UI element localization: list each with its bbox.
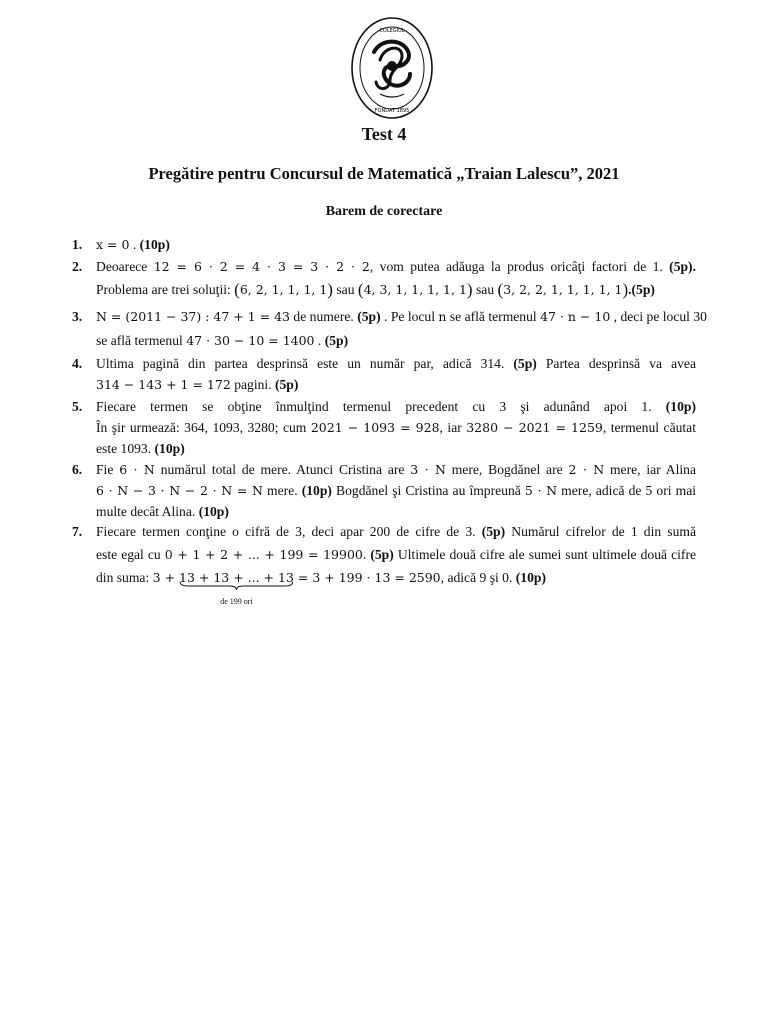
svg-text:FONDAT 1895: FONDAT 1895 bbox=[374, 108, 410, 114]
text: sau bbox=[472, 282, 498, 297]
item-number: 4. bbox=[72, 356, 83, 371]
item-number: 5. bbox=[72, 399, 83, 414]
math-expression: 0 + 1 + 2 + ... + 199 = 19900 bbox=[164, 547, 363, 562]
math-variable: n bbox=[438, 309, 447, 324]
text: . Pe locul bbox=[380, 309, 439, 324]
answer-item-2: 2. Deoarece 12 = 6 · 2 = 4 · 3 = 3 · 2 · 2, vom putea adăuga la produs oricâţi factori de 1. (5p). Problema are trei soluţii: (6, 2, 1, 1, 1, 1) sau (4, 3, 1, 1, 1, 1, 1) sau (3, 2, 2, 1, 1, 1, 1, 1).(5p) bbox=[72, 256, 696, 300]
points-badge: (10p) bbox=[154, 441, 185, 456]
text: Fiecare termen conţine o cifră de 3, deci apar 200 de cifre de 3. bbox=[96, 524, 482, 539]
math-expression: 47 · 30 − 10 = 1400 bbox=[186, 333, 315, 348]
text: este egal cu bbox=[96, 547, 165, 562]
math-expression: 13 + 13 + ... + 13 bbox=[179, 570, 294, 585]
solution-tuple: 6, 2, 1, 1, 1, 1 bbox=[239, 282, 328, 297]
math-expression: 2021 − 1093 = 928 bbox=[310, 420, 440, 435]
text: sau bbox=[332, 282, 358, 297]
text: se află termenul bbox=[446, 309, 541, 324]
text: Ultimele două cifre ale sumei sunt ultimele două cifre bbox=[393, 547, 696, 562]
text: se află termenul bbox=[96, 333, 187, 348]
text: din suma: bbox=[96, 570, 153, 585]
points-badge: (10p) bbox=[515, 570, 546, 585]
section-title: Barem de corectare bbox=[325, 204, 443, 219]
text: , termenul căutat bbox=[602, 420, 696, 435]
math-expression: 3280 − 2021 = 1259 bbox=[466, 420, 603, 435]
item-number: 7. bbox=[72, 524, 83, 539]
answer-item-7 bbox=[72, 521, 696, 606]
points-badge: (10p) bbox=[301, 483, 332, 498]
points-badge: (10p) bbox=[665, 399, 696, 414]
text: mere. bbox=[262, 483, 302, 498]
text: pagini. bbox=[230, 377, 275, 392]
underbrace-icon bbox=[179, 581, 294, 591]
solution-tuple: 3, 2, 2, 1, 1, 1, 1, 1 bbox=[503, 282, 623, 297]
text: Bogdănel şi Cristina au împreună bbox=[331, 483, 525, 498]
math-expression: 47 · n − 10 bbox=[540, 309, 611, 324]
text: este 1093. bbox=[96, 441, 155, 456]
answer-item-1 bbox=[72, 234, 696, 255]
points-badge: (10p) bbox=[198, 504, 229, 519]
text: , vom putea adăuga la produs oricâţi factori de 1. bbox=[369, 259, 670, 274]
math-expression: 314 − 143 + 1 = 172 bbox=[96, 377, 231, 392]
math-expression: 2 · N bbox=[568, 462, 605, 477]
points-badge: (5p). bbox=[669, 259, 696, 274]
math-expression: 12 = 6 · 2 = 4 · 3 = 3 · 2 · 2 bbox=[153, 259, 370, 274]
solution-tuple: 4, 3, 1, 1, 1, 1, 1 bbox=[363, 282, 467, 297]
item-number: 2. bbox=[72, 259, 83, 274]
text: Partea desprinsă va avea bbox=[536, 356, 696, 371]
points-badge: (5p) bbox=[324, 333, 349, 348]
math-expression: 3 · N bbox=[410, 462, 446, 477]
math-expression: 3 + bbox=[152, 570, 180, 585]
text: , adică 9 şi 0. bbox=[440, 570, 516, 585]
document-subtitle: Pregătire pentru Concursul de Matematică „Traian Lalescu”, 2021 bbox=[148, 164, 620, 183]
points-badge: (5p) bbox=[357, 309, 381, 324]
math-expression: = 3 + 199 · 13 = 2590 bbox=[293, 570, 441, 585]
text: mere, iar Alina bbox=[604, 462, 696, 477]
text: multe decât Alina. bbox=[96, 504, 199, 519]
text: Problema are trei soluţii: bbox=[96, 282, 235, 297]
item-number: 3. bbox=[72, 309, 83, 324]
item-number: 1. bbox=[72, 237, 83, 252]
text: . bbox=[362, 547, 371, 562]
math-expression: 6 · N bbox=[119, 462, 155, 477]
math-expression: x = 0 bbox=[96, 237, 130, 252]
school-seal-logo bbox=[350, 16, 434, 120]
text: Numărul cifrelor de 1 din sumă bbox=[505, 524, 696, 539]
points-badge: (5p) bbox=[370, 547, 394, 562]
math-expression: 5 · N bbox=[524, 483, 558, 498]
text: . bbox=[129, 237, 140, 252]
math-expression: 6 · N − 3 · N − 2 · N = N bbox=[96, 483, 263, 498]
item-number: 6. bbox=[72, 462, 83, 477]
text: numărul total de mere. Atunci Cristina are bbox=[154, 462, 411, 477]
text: Fie bbox=[96, 462, 120, 477]
text: mere, Bogdănel are bbox=[445, 462, 569, 477]
underbrace-group bbox=[179, 567, 294, 606]
test-title: Test 4 bbox=[361, 124, 407, 144]
points-badge: (5p) bbox=[481, 524, 506, 539]
text: , deci pe locul 30 bbox=[610, 309, 707, 324]
answer-item-4 bbox=[72, 353, 696, 395]
points-badge: .(5p) bbox=[628, 282, 655, 297]
answer-item-5 bbox=[72, 396, 696, 459]
points-badge: (5p) bbox=[513, 356, 537, 371]
answer-item-3 bbox=[72, 306, 707, 351]
text: . bbox=[314, 333, 325, 348]
math-expression: N = (2011 − 37) : 47 + 1 = 43 bbox=[96, 309, 291, 324]
text: Deoarece bbox=[96, 259, 154, 274]
text: mere, adică de 5 ori mai bbox=[557, 483, 696, 498]
underbrace-label: de 199 ori bbox=[220, 597, 253, 606]
points-badge: (5p) bbox=[274, 377, 299, 392]
text: de numere. bbox=[290, 309, 358, 324]
svg-text:COLEGIUL: COLEGIUL bbox=[379, 28, 405, 34]
text: În şir urmează: 364, 1093, 3280; cum bbox=[96, 420, 311, 435]
answer-item-6 bbox=[72, 459, 696, 522]
text: , iar bbox=[439, 420, 467, 435]
points-badge: (10p) bbox=[139, 237, 170, 252]
text: Fiecare termen se obţine înmulţind termenul precedent cu 3 şi adunând apoi 1. bbox=[96, 399, 666, 414]
text: Ultima pagină din partea desprinsă este un număr par, adică 314. bbox=[96, 356, 514, 371]
